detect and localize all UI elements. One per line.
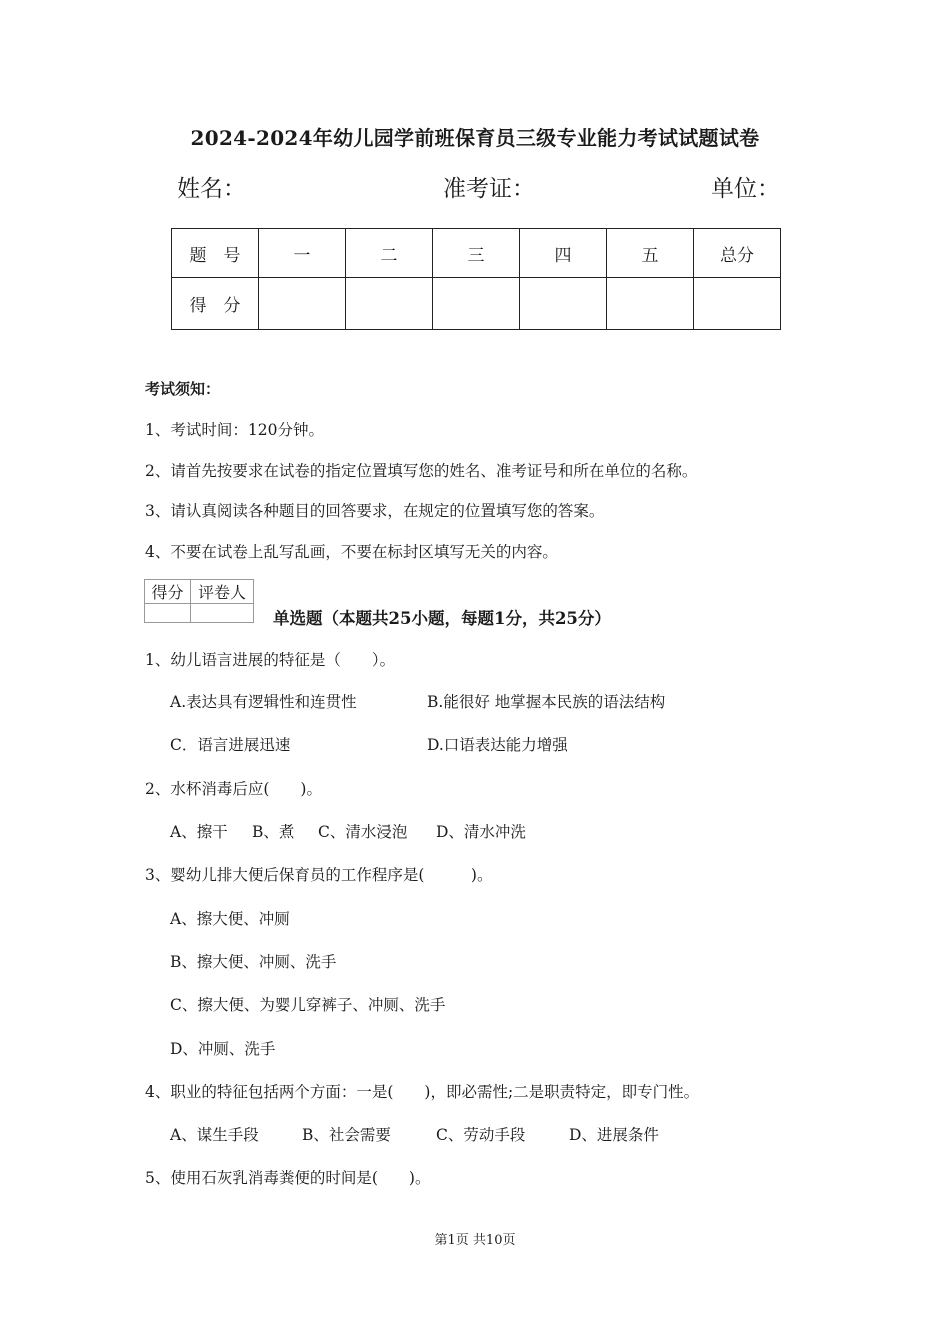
notice-heading: 考试须知： xyxy=(145,380,221,398)
score-table-header-part-5: 五 xyxy=(607,229,694,278)
unit-field-label: 单位： xyxy=(711,176,780,202)
score-table-score-row xyxy=(172,278,781,330)
question-3-stem: 3、婴幼儿排大便后保育员的工作程序是( )。 xyxy=(145,866,493,884)
grader-score-cell[interactable] xyxy=(145,604,191,623)
score-table xyxy=(171,228,781,330)
notice-item-3: 3、请认真阅读各种题目的回答要求，在规定的位置填写您的答案。 xyxy=(145,502,605,520)
score-table-header-question-no: 题 号 xyxy=(172,229,259,278)
score-table-header-part-4: 四 xyxy=(520,229,607,278)
question-4-option-c: C、劳动手段 xyxy=(436,1126,526,1144)
question-1-option-b: B.能很好 地掌握本民族的语法结构 xyxy=(427,693,666,711)
question-4-option-a: A、谋生手段 xyxy=(170,1126,259,1144)
score-cell-2[interactable] xyxy=(346,278,433,330)
grader-box xyxy=(144,579,254,623)
grader-score-label: 得分 xyxy=(145,580,191,604)
score-cell-3[interactable] xyxy=(433,278,520,330)
question-4-option-b: B、社会需要 xyxy=(302,1126,391,1144)
question-2-option-b: B、煮 xyxy=(252,823,295,841)
question-2-option-a: A、擦干 xyxy=(170,823,228,841)
question-2-option-c: C、清水浸泡 xyxy=(318,823,408,841)
score-table-row-label: 得 分 xyxy=(172,278,259,330)
notice-item-1: 1、考试时间：120分钟。 xyxy=(145,421,324,439)
question-3-option-a: A、擦大便、冲厕 xyxy=(170,910,290,928)
question-1-option-d: D.口语表达能力增强 xyxy=(427,736,568,754)
question-3-option-b: B、擦大便、冲厕、洗手 xyxy=(170,953,337,971)
page-number-footer: 第1页 共10页 xyxy=(434,1233,516,1248)
score-table-header-row xyxy=(172,229,781,278)
grader-name-cell[interactable] xyxy=(191,604,254,623)
question-1-option-c: C．语言进展迅速 xyxy=(170,736,291,754)
notice-item-2: 2、请首先按要求在试卷的指定位置填写您的姓名、准考证号和所在单位的名称。 xyxy=(145,462,698,480)
score-table-header-part-1: 一 xyxy=(259,229,346,278)
ticket-field-label: 准考证： xyxy=(443,176,535,202)
question-2-stem: 2、水杯消毒后应( )。 xyxy=(145,780,322,798)
name-field-label: 姓名： xyxy=(177,176,246,202)
question-5-stem: 5、使用石灰乳消毒粪便的时间是( )。 xyxy=(145,1169,431,1187)
question-1-option-a: A.表达具有逻辑性和连贯性 xyxy=(170,693,357,711)
question-2-option-d: D、清水冲洗 xyxy=(436,823,526,841)
page-title: 2024-2024年幼儿园学前班保育员三级专业能力考试试题试卷 xyxy=(190,126,760,150)
grader-name-label: 评卷人 xyxy=(191,580,254,604)
notice-item-4: 4、不要在试卷上乱写乱画，不要在标封区填写无关的内容。 xyxy=(145,543,558,561)
score-cell-1[interactable] xyxy=(259,278,346,330)
section-heading: 单选题（本题共25小题，每题1分，共25分） xyxy=(273,609,611,628)
question-4-stem: 4、职业的特征包括两个方面：一是( )，即必需性;二是职责特定，即专门性。 xyxy=(145,1083,700,1101)
question-3-option-d: D、冲厕、洗手 xyxy=(170,1040,276,1058)
score-table-header-part-2: 二 xyxy=(346,229,433,278)
score-table-header-total: 总分 xyxy=(694,229,781,278)
question-3-option-c: C、擦大便、为婴儿穿裤子、冲厕、洗手 xyxy=(170,996,446,1014)
score-cell-5[interactable] xyxy=(607,278,694,330)
score-cell-4[interactable] xyxy=(520,278,607,330)
score-table-header-part-3: 三 xyxy=(433,229,520,278)
score-cell-total[interactable] xyxy=(694,278,781,330)
question-4-option-d: D、进展条件 xyxy=(569,1126,659,1144)
question-1-stem: 1、幼儿语言进展的特征是（ ）。 xyxy=(145,651,396,669)
